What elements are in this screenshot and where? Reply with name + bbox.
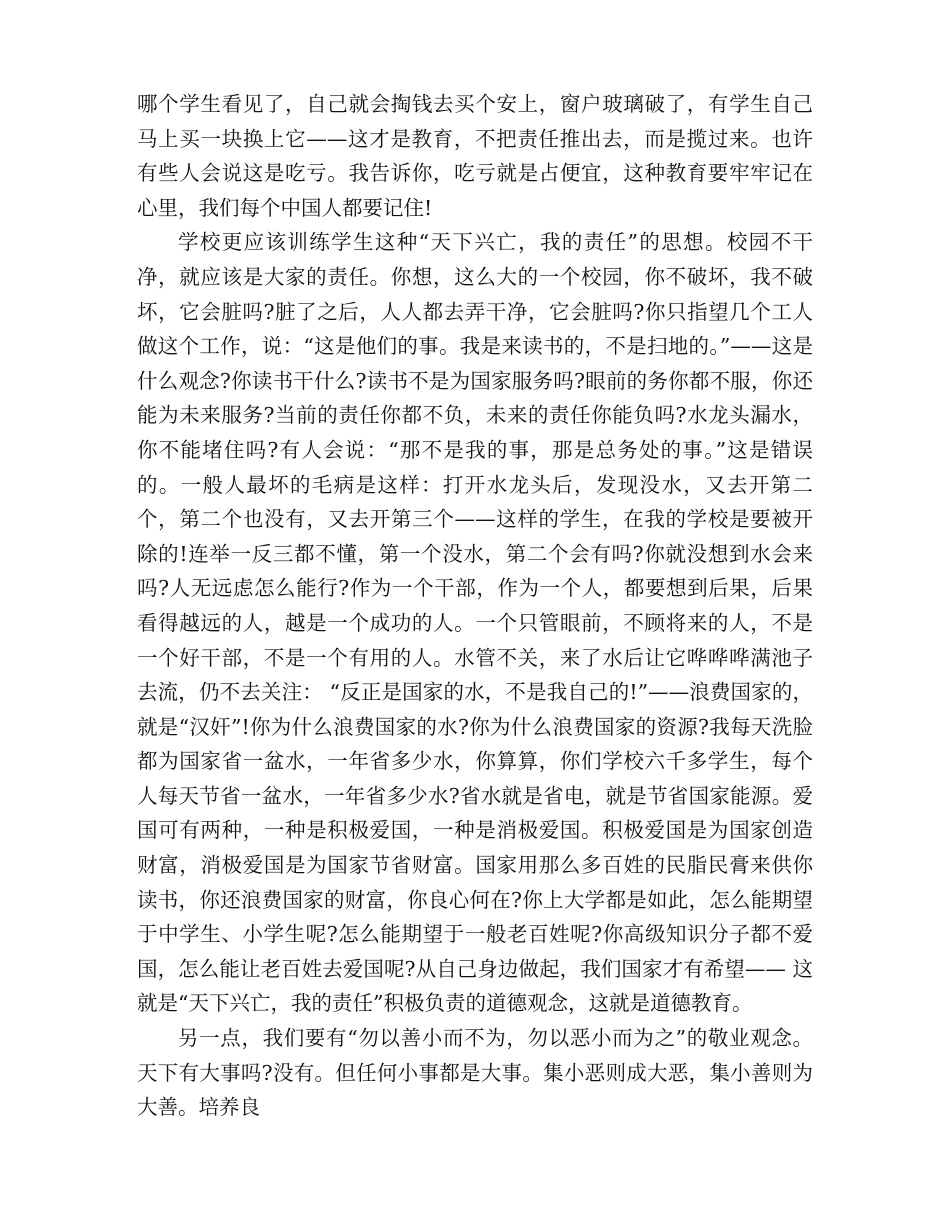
paragraph-1: 哪个学生看见了，自己就会掏钱去买个安上，窗户玻璃破了，有学生自己马上买一块换上它——这才是教育，不把责任推出去，而是揽过来。也许有些人会说这是吃亏。我告诉你，吃亏就是占便宜，这种教育要牢牢记在心里，我们每个中国人都要记住! — [137, 92, 813, 220]
paragraph-2: 学校更应该训练学生这种“天下兴亡，我的责任”的思想。校园不干净，就应该是大家的责任。你想，这么大的一个校园，你不破坏，我不破坏，它会脏吗?脏了之后，人人都去弄干净，它会脏吗?你只指望几个工人做这个工作，说：“这是他们的事。我是来读书的，不是扫地的。”——这是什么观念?你读书干什么?读书不是为国家服务吗?眼前的务你都不服，你还能为未来服务?当前的责任你都不负，未来的责任你能负吗?水龙头漏水，你不能堵住吗?有人会说：“那不是我的事，那是总务处的事。”这是错误的。一般人最坏的毛病是这样：打开水龙头后，发现没水，又去开第二个，第二个也没有，又去开第三个——这样的学生，在我的学校是要被开除的!连举一反三都不懂，第一个没水，第二个会有吗?你就没想到水会来吗?人无远虑怎么能行?作为一个干部，作为一个人，都要想到后果，后果看得越远的人，越是一个成功的人。一个只管眼前，不顾将来的人，不是一个好干部，不是一个有用的人。水管不关，来了水后让它哗哗哗满池子去流，仍不去关注： “反正是国家的水，不是我自己的!”——浪费国家的，就是“汉奸”!你为什么浪费国家的水?你为什么浪费国家的资源?我每天洗脸都为国家省一盆水，一年省多少水，你算算，你们学校六千多学生，每个人每天节省一盆水，一年省多少水?省水就是省电，就是节省国家能源。爱国可有两种，一种是积极爱国，一种是消极爱国。积极爱国是为国家创造财富，消极爱国是为国家节省财富。国家用那么多百姓的民脂民膏来供你读书，你还浪费国家的财富，你良心何在?你上大学都是如此，怎么能期望于中学生、小学生呢?怎么能期望于一般老百姓呢?你高级知识分子都不爱国，怎么能让老百姓去爱国呢?从自己身边做起，我们国家才有希望—— 这就是“天下兴亡，我的责任”积极负责的道德观念，这就是道德教育。 — [137, 230, 813, 1016]
document-page — [137, 87, 813, 1125]
paragraph-3: 另一点，我们要有“勿以善小而不为，勿以恶小而为之”的敬业观念。天下有大事吗?没有。但任何小事都是大事。集小恶则成大恶，集小善则为大善。培养良 — [137, 1026, 813, 1120]
